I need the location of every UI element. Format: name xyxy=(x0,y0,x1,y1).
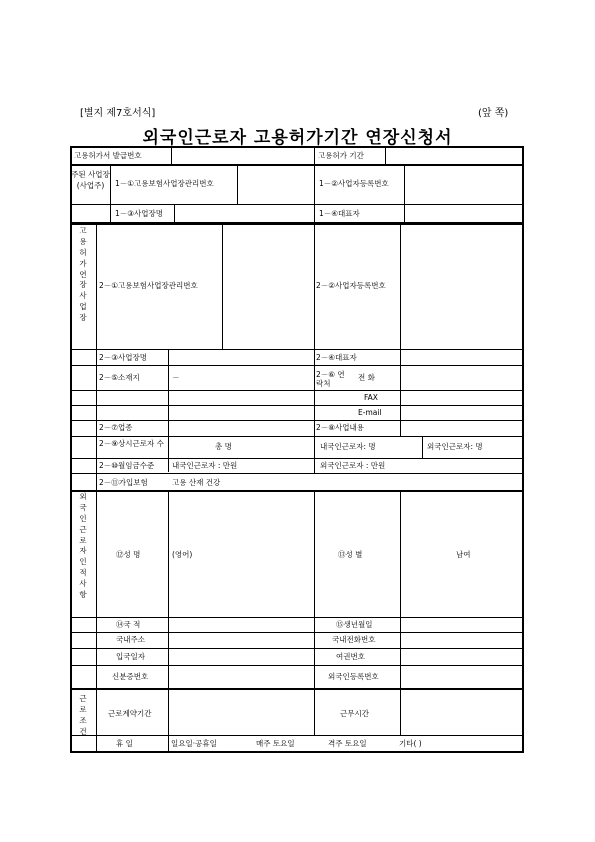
field-2-3-label: 2－③사업장명 xyxy=(99,353,147,362)
rule xyxy=(70,420,524,421)
phone-label: 전 화 xyxy=(358,373,375,382)
rule xyxy=(70,223,524,225)
rule xyxy=(385,146,386,164)
insurance-options: 고용 산재 건강 xyxy=(172,478,221,487)
rule xyxy=(70,665,524,666)
permit-issue-number-label: 고용허가서 발급번호 xyxy=(74,151,142,160)
rule xyxy=(70,405,524,406)
rule xyxy=(70,164,524,166)
rule xyxy=(174,204,175,223)
rule xyxy=(70,436,524,437)
rule xyxy=(70,751,524,753)
email-label: E-mail xyxy=(358,408,382,417)
field-2-11-label: 2－⑪가입보험 xyxy=(99,478,148,487)
conditions-section-label: 근로조건 xyxy=(79,694,87,736)
form-number: [별지 제7호서식] xyxy=(80,108,156,119)
nationality-label: ⑭국 적 xyxy=(116,620,141,629)
rule xyxy=(110,164,111,223)
field-2-1-label: 2－①고용보험사업장관리번호 xyxy=(99,281,198,290)
field-1-3-label: 1－③사업장명 xyxy=(115,209,163,218)
contract-period-label: 근로계약기간 xyxy=(108,709,152,718)
rule xyxy=(314,490,315,735)
rule xyxy=(314,349,315,436)
birth-date-label: ⑮생년월일 xyxy=(336,620,373,629)
page-title: 외국인근로자 고용허가기간 연장신청서 xyxy=(142,128,453,148)
field-1-4-label: 1－④대표자 xyxy=(319,209,360,218)
rule xyxy=(237,164,238,204)
rule xyxy=(422,436,423,458)
rule xyxy=(314,164,315,223)
rule xyxy=(70,648,524,649)
holiday-option-biweekly-saturday: 격주 토요일 xyxy=(328,739,367,748)
field-2-8-label: 2－⑧사업내용 xyxy=(316,423,364,432)
rule xyxy=(314,146,315,164)
rule xyxy=(522,146,524,753)
rule xyxy=(70,390,524,391)
rule xyxy=(314,436,315,458)
rule xyxy=(70,458,524,459)
rule xyxy=(171,146,172,164)
worker-section-label: 외국인근로자 인적사항 xyxy=(79,492,87,599)
field-2-5-label: 2－⑤소재지 xyxy=(99,373,140,382)
rule xyxy=(70,735,524,736)
alien-registration-label: 외국인등록번호 xyxy=(328,672,379,681)
working-hours-label: 근무시간 xyxy=(340,709,369,718)
holiday-option-sunday: 일요일·공휴일 xyxy=(171,739,217,748)
domestic-worker-count: 내국인근로자: 명 xyxy=(320,442,376,451)
domestic-phone-label: 국내전화번호 xyxy=(332,635,376,644)
field-2-7-label: 2－⑦업종 xyxy=(99,423,133,432)
rule xyxy=(70,632,524,633)
name-value: (영어) xyxy=(172,550,193,559)
rule xyxy=(96,490,97,751)
foreign-worker-count: 외국인근로자: 명 xyxy=(427,442,483,451)
holiday-option-weekly-saturday: 매주 토요일 xyxy=(256,739,295,748)
page-side: (앞 쪽) xyxy=(478,108,509,119)
permit-period-label: 고용허가 기간 xyxy=(318,151,364,160)
rule xyxy=(404,164,405,223)
rule xyxy=(96,223,97,490)
rule xyxy=(222,223,223,349)
holiday-label: 휴 일 xyxy=(116,739,133,748)
field-2-4-label: 2－④대표자 xyxy=(316,353,357,362)
application-form xyxy=(70,146,524,753)
rule xyxy=(70,365,524,366)
rule xyxy=(400,490,401,735)
sex-value: 남여 xyxy=(456,550,471,559)
rule xyxy=(314,458,315,473)
field-1-1-label: 1－①고용보험사업장관리번호 xyxy=(115,179,214,188)
holiday-option-other: 기타( ) xyxy=(399,739,422,748)
total-workers: 총 명 xyxy=(215,442,232,451)
rule xyxy=(70,473,524,474)
extension-site-section-label: 고용허가 연장 사업장 xyxy=(79,226,87,322)
sex-label: ⑬성 별 xyxy=(338,550,363,559)
rule xyxy=(400,349,401,436)
field-2-10-label: 2－⑩월임금수준 xyxy=(99,461,155,470)
rule xyxy=(70,146,524,148)
employer-section-label: 주된 사업장 (사업주) xyxy=(71,170,110,190)
rule xyxy=(70,688,524,690)
rule xyxy=(70,490,524,492)
domestic-wage: 내국인근로자 : 만원 xyxy=(172,461,238,470)
rule xyxy=(314,223,315,349)
rule xyxy=(168,349,169,472)
field-2-2-label: 2－②사업자등록번호 xyxy=(316,281,386,290)
rule xyxy=(70,617,524,618)
rule xyxy=(168,490,169,751)
field-2-9-label: 2－⑨상시근로자 수 xyxy=(99,439,164,448)
address-label: 국내주소 xyxy=(116,635,145,644)
rule xyxy=(70,349,524,350)
field-2-6-label: 2－⑥ 연락처 xyxy=(316,370,345,388)
id-number-label: 신분증번호 xyxy=(112,672,149,681)
rule xyxy=(70,146,72,753)
passport-number-label: 여권번호 xyxy=(336,652,365,661)
rule xyxy=(400,223,401,349)
entry-date-label: 입국일자 xyxy=(116,652,145,661)
fax-label: FAX xyxy=(364,393,378,402)
rule xyxy=(70,204,524,205)
foreign-wage: 외국인근로자 : 만원 xyxy=(320,461,386,470)
address-value: － xyxy=(172,373,180,382)
field-1-2-label: 1－②사업자등록번호 xyxy=(319,179,389,188)
name-label: ⑫성 명 xyxy=(116,550,141,559)
